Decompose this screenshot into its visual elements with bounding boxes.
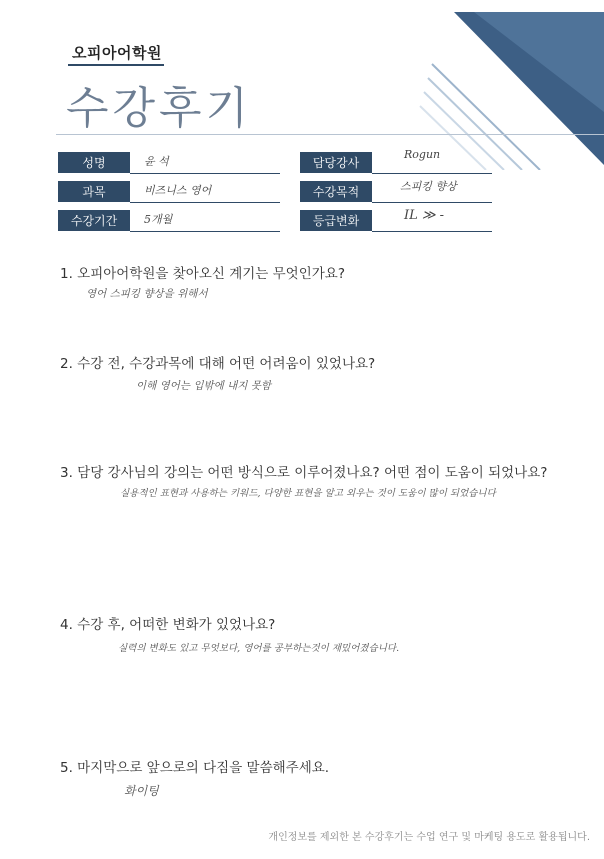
brand-underline — [68, 64, 164, 66]
info-row-period — [58, 210, 280, 232]
course-label: 과목 — [58, 181, 130, 202]
level-value: IL ≫ - — [404, 208, 445, 223]
answer-2: 이해 영어는 입밖에 내지 못함 — [136, 380, 272, 392]
info-row-instructor — [300, 148, 492, 174]
instructor-value: Rogun — [404, 148, 441, 161]
academy-name: 오피아어학원 — [72, 44, 162, 62]
answer-3: 실용적인 표현과 사용하는 키워드, 다양한 표현을 알고 외우는 것이 도움이 많이 되었습니다 — [120, 488, 496, 499]
info-row-level — [300, 210, 492, 232]
corner-decoration — [404, 0, 604, 170]
course-underline — [130, 202, 280, 203]
info-row-purpose — [300, 181, 492, 203]
name-value: 윤 석 — [144, 155, 169, 168]
purpose-label: 수강목적 — [300, 181, 372, 202]
page-title: 수강후기 — [66, 83, 253, 134]
purpose-value: 스피킹 향상 — [400, 180, 457, 193]
course-value: 비즈니스 영어 — [144, 184, 212, 197]
answer-4: 실력의 변화도 있고 무엇보다, 영어를 공부하는것이 재밌어졌습니다. — [118, 643, 400, 654]
name-label: 성명 — [58, 152, 130, 173]
question-1: 1. 오피아어학원을 찾아오신 계기는 무엇인가요? — [60, 266, 345, 282]
name-underline — [130, 173, 280, 174]
question-4: 4. 수강 후, 어떠한 변화가 있었나요? — [60, 617, 276, 633]
info-row-course — [58, 181, 280, 203]
level-label: 등급변화 — [300, 210, 372, 231]
purpose-underline — [372, 202, 492, 203]
question-5: 5. 마지막으로 앞으로의 다짐을 말씀해주세요. — [60, 760, 330, 776]
level-underline — [372, 231, 492, 232]
answer-5: 화이팅 — [124, 784, 159, 798]
instructor-underline — [372, 173, 492, 174]
footer-notice: 개인정보를 제외한 본 수강후기는 수업 연구 및 마케팅 용도로 활용됩니다. — [268, 832, 590, 843]
question-2: 2. 수강 전, 수강과목에 대해 어떤 어려움이 있었나요? — [60, 356, 376, 372]
period-underline — [130, 231, 280, 232]
answer-1: 영어 스피킹 향상을 위해서 — [86, 288, 208, 300]
info-row-name — [58, 152, 280, 174]
period-label: 수강기간 — [58, 210, 130, 231]
period-value: 5개월 — [144, 213, 173, 226]
title-divider — [56, 134, 604, 135]
instructor-label: 담당강사 — [300, 152, 372, 173]
question-3: 3. 담당 강사님의 강의는 어떤 방식으로 이루어졌나요? 어떤 점이 도움이 되었나요? — [60, 465, 548, 481]
